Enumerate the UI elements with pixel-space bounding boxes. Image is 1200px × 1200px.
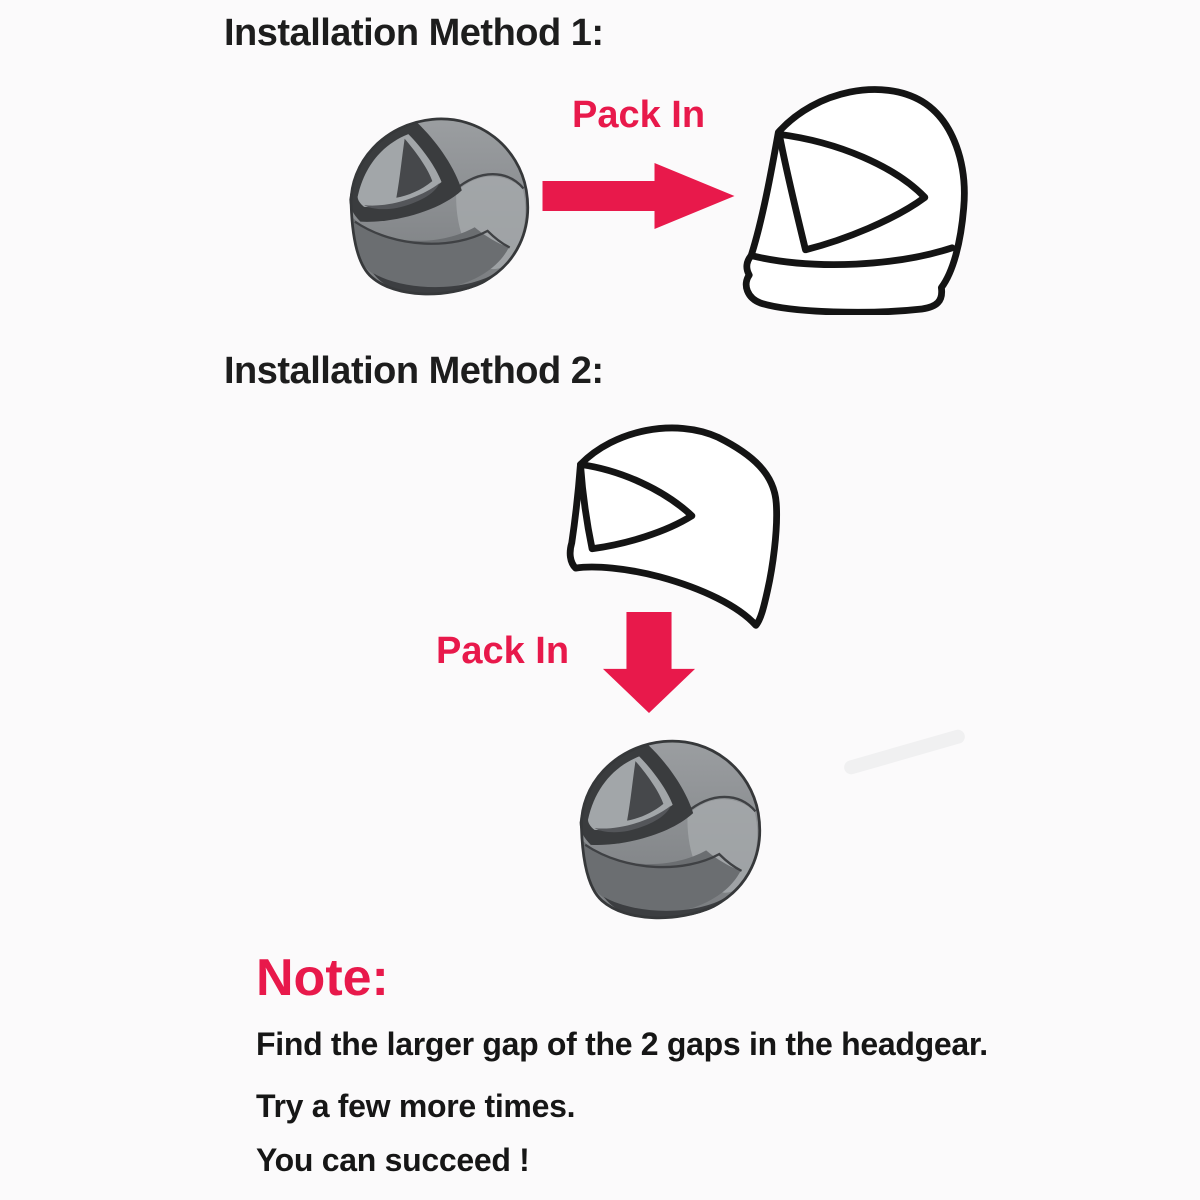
method1-title: Installation Method 1: bbox=[224, 12, 604, 54]
note-line-2: Try a few more times. bbox=[256, 1088, 576, 1124]
note-heading: Note: bbox=[256, 949, 389, 1007]
helmet-icon bbox=[318, 108, 530, 304]
arrow-right-icon bbox=[542, 160, 738, 232]
pack-in-label-2: Pack In bbox=[436, 630, 570, 672]
helmet-cover-outline-icon-1 bbox=[724, 72, 986, 315]
watermark-smudge bbox=[842, 728, 966, 776]
helmet-cover-outline-icon-2 bbox=[532, 414, 784, 637]
method2-title: Installation Method 2: bbox=[224, 350, 604, 392]
note-line-1: Find the larger gap of the 2 gaps in the headgear. bbox=[256, 1026, 988, 1062]
pack-in-label-1: Pack In bbox=[572, 94, 706, 136]
note-line-3: You can succeed ! bbox=[256, 1142, 530, 1178]
helmet-icon-2 bbox=[548, 730, 762, 928]
arrow-down-icon bbox=[600, 612, 698, 715]
